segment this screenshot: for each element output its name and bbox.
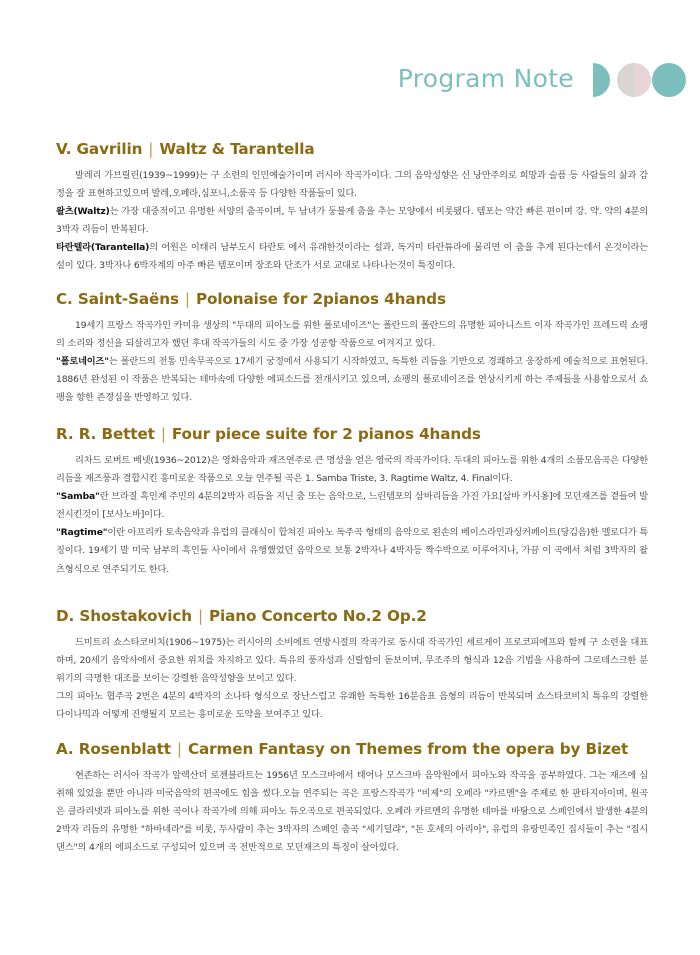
pink-half-shape (634, 63, 651, 97)
paragraph-text: 이란 아프리카 토속음악과 유럽의 클래식이 합쳐진 피아노 독주곡 형태의 음악으로 왼손의 베이스라인과싱커페이트(당김음)한 멜로디가 특징이다. 19세기 말 미국 남부의 흑인들 사이에서 유행했었던 음악으로 보통 2박자나 4박자등 짝수박으로 이루어지나, 가끔 이 곡에서 처럼 3박자의 왈츠형식으로 연주되기도 한다. (56, 527, 648, 575)
paragraph-text: 19세기 프랑스 작곡가인 카미유 생상의 "두대의 피아노를 위한 폴로네이즈"는 폴란드의 폴란드의 유명한 피아니스트 이자 작곡가인 프레드릭 쇼팽의 소리와 정신을 되살리고자 했던 후대 작곡가들의 시도 중 가장 성공항 작품으로 여겨지고 있다. (56, 320, 648, 350)
title-separator: | (176, 740, 182, 758)
composer-name: R. R. Bettet (56, 425, 155, 443)
section-gavrilin (56, 140, 648, 276)
composer-name: V. Gavrilin (56, 140, 143, 158)
paragraph (56, 167, 648, 203)
paragraph-text: 현존하는 러시아 작곡가 알렉산더 로젠블라트는 1956년 모스크바에서 태어나 모스크바 음악원에서 피아노와 작곡을 공부하였다. 그는 재즈에 심취해 있었을 뿐만 아니라 미국음악의 편곡에도 힘을 썼다.오늘 연주되는 곡은 프랑스작곡가 "비제"의 오페라 "카르멘"을 주제로 한 판타지아이며, 원곡은 클라리넷과 피아노를 위한 곡이나 작곡가에 의해 피아노 듀오곡으로 편곡되었다. 오페라 카르멘의 유명한 테마를 바탕으로 스페인에서 발생한 4분의 2박자 리듬의 유명한 "하바네라"를 비롯, 두사람이 추는 3박자의 스페인 춤곡 "세기딜랴", "돈 호세의 아리아", 유럽의 유랑민족인 집시들이 추는 "집시댄스"의 4개의 에피소드로 구성되어 있으며 곡 전반적으로 모던재즈의 특징이 살아있다. (56, 770, 648, 854)
composer-name: A. Rosenblatt (56, 740, 171, 758)
decorative-circles-icon (590, 58, 690, 102)
paragraph-text: 그의 피아노 협주곡 2번은 4분의 4박자의 소나타 형식으로 장난스럽고 유쾌한 독특한 16분음표 음형의 리듬이 반복되며 쇼스타코비치 특유의 강렬한 다이나믹과 어떻게 진행될지 모르는 흥미로운 도약을 보여주고 있다. (56, 691, 648, 721)
term-label: 왈츠(Waltz) (56, 206, 110, 218)
piece-name: Waltz & Tarantella (159, 140, 315, 158)
piece-name: Carmen Fantasy on Themes from the opera by Bizet (187, 740, 629, 758)
piece-name: Four piece suite for 2 pianos 4hands (171, 425, 481, 443)
section-bettet (56, 425, 648, 579)
section-rosenblatt (56, 740, 648, 857)
page-header (0, 58, 700, 108)
paragraph (56, 767, 648, 857)
term-label: "Ragtime" (56, 527, 108, 539)
paragraph-text: 란 브라질 흑인계 주민의 4분의2박자 리듬을 지닌 춤 또는 음악으로, 느린템포의 삼바리듬을 가진 가요[삼바 카시옹]에 모던재즈를 곁들여 발전시킨것이 [보사노바]이다. (56, 491, 648, 521)
teal-circle-shape (652, 63, 686, 97)
section-title (56, 607, 648, 625)
piece-name: Piano Concerto No.2 Op.2 (208, 607, 427, 625)
paragraph-text: 는 폴란드의 전통 민속무곡으로 17세기 궁정에서 사용되기 시작하였고, 독특한 리듬을 기반으로 경쾌하고 웅장하게 예술적으로 표현된다. 1886년 완성된 이 작품은 반복되는 테마속에 다양한 에피소드를 전개시키고 있으며, 쇼팽의 폴로네이즈를 연상시키게 하는 주제들을 사용함으로서 쇼팽을 향한 존경심을 반영하고 있다. (56, 356, 648, 404)
section-title (56, 740, 648, 758)
section-title (56, 140, 648, 158)
title-separator: | (160, 425, 166, 443)
composer-name: D. Shostakovich (56, 607, 192, 625)
section-shostakovich (56, 607, 648, 724)
term-label: "폴로네이즈" (56, 356, 109, 368)
paragraph (56, 688, 648, 724)
section-saint-saens (56, 290, 648, 407)
paragraph-text: 는 가장 대중적이고 유명한 서양의 춤곡이며, 두 남녀가 둥블게 춤을 추는 모양에서 비롯됐다. 템포는 약간 빠른 편이며 강. 약. 약의 4분의 3박자 리듬이 반복된다. (56, 206, 648, 236)
paragraph (56, 524, 648, 578)
term-label: "Samba" (56, 491, 100, 503)
half-circle-shape (593, 63, 610, 97)
title-separator: | (197, 607, 203, 625)
section-title (56, 425, 648, 443)
paragraph (56, 353, 648, 407)
paragraph-text: 발레리 가브릴린(1939~1999)는 구 소련의 인민예술가이며 러시아 작곡가이다. 그의 음악성향은 신 낭만주의로 희망과 슬픔 등 사람들의 삶과 감정을 잘 표현하고있으며 발레,오페라,심포니,소품곡 등 다양한 작품들이 있다. (56, 170, 648, 200)
paragraph (56, 203, 648, 239)
section-title (56, 290, 648, 308)
piece-name: Polonaise for 2pianos 4hands (195, 290, 446, 308)
term-label: 타란텔라(Tarantella) (56, 242, 150, 254)
page-title: Program Note (397, 64, 574, 93)
paragraph (56, 452, 648, 488)
paragraph-text: 의 어원은 이태리 남부도시 타란토 에서 유래한것이라는 설과, 독거미 타란튜라에 물리면 이 춤을 추게 된다는데서 온것이라는 설이 있다. 3박자나 6박자계의 아주 빠른 템포이며 장조와 단조가 서로 교대로 나타나는것이 특징이다. (56, 242, 648, 272)
paragraph (56, 634, 648, 688)
paragraph (56, 239, 648, 275)
title-separator: | (184, 290, 190, 308)
paragraph-text: 드미트리 쇼스타코비치(1906~1975)는 러시아의 소비에트 연방시절의 작곡가로 동시대 작곡가인 세르게이 프로코피에프와 함께 구 소련을 대표하며, 20세기 음악사에서 중요한 위치를 차지하고 있다. 특유의 풍자성과 신랄함이 돋보이며, 무조주의 형식과 12음 기법을 사용하여 그로테스크한 분위기의 극명한 대조를 보이는 강렬한 음악성향을 보이고 있다. (56, 637, 648, 685)
composer-name: C. Saint-Saëns (56, 290, 179, 308)
title-separator: | (148, 140, 154, 158)
paragraph (56, 488, 648, 524)
paragraph-text: 리차드 로버트 베넷(1936~2012)은 영화음악과 재즈연주로 큰 명성을 얻은 영국의 작곡가이다. 두대의 피아노를 위한 4개의 소품모음곡은 다양한 리듬을 재즈풍과 결합시킨 흥미로운 작품으로 오늘 연주될 곡은 1. Samba Triste, 3. Ragtime Waltz, 4. Final이다. (56, 455, 648, 485)
paragraph (56, 317, 648, 353)
